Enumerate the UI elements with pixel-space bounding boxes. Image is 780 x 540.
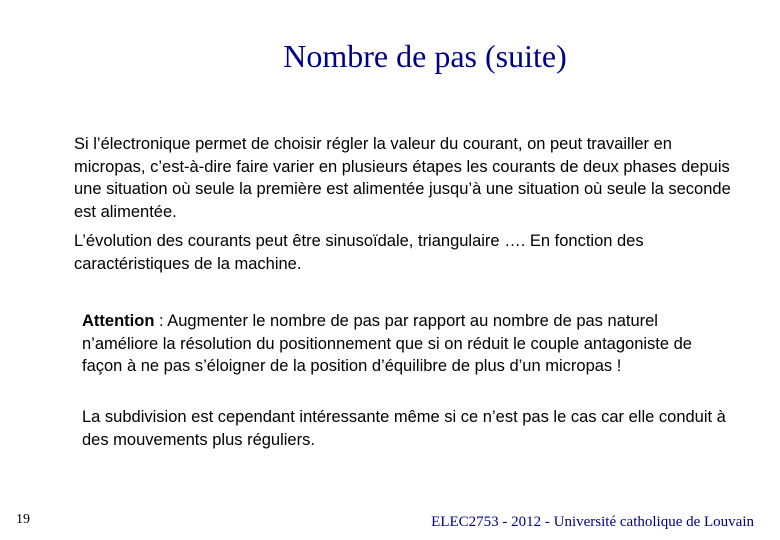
- slide-number: 19: [16, 512, 30, 527]
- footer-course-info: ELEC2753 - 2012 - Université catholique de Louvain: [431, 514, 754, 530]
- attention-label: Attention: [82, 312, 155, 330]
- paragraph-current-evolution: L’évolution des courants peut être sinusoïdale, triangulaire …. En fonction des caractéristiques de la machine.: [74, 232, 644, 273]
- attention-text: : Augmenter le nombre de pas par rapport au nombre de pas naturel n’améliore la résolution du positionnement que si on réduit le couple antagoniste de façon à ne pas s’éloigner de la position d’équilibre de plus d’un micropas !: [82, 312, 692, 375]
- paragraph-attention: [82, 310, 732, 378]
- slide-title: Nombre de pas (suite): [283, 38, 567, 74]
- paragraph-microsteps: Si l’électronique permet de choisir régler la valeur du courant, on peut travailler en micropas, c’est-à-dire faire varier en plusieurs étapes les courants de deux phases depuis une situation où seule la première est alimentée jusqu’à une situation où seule la seconde est alimentée.: [74, 135, 731, 221]
- paragraph-subdivision: La subdivision est cependant intéressante même si ce n’est pas le cas car elle conduit à des mouvements plus réguliers.: [82, 408, 726, 449]
